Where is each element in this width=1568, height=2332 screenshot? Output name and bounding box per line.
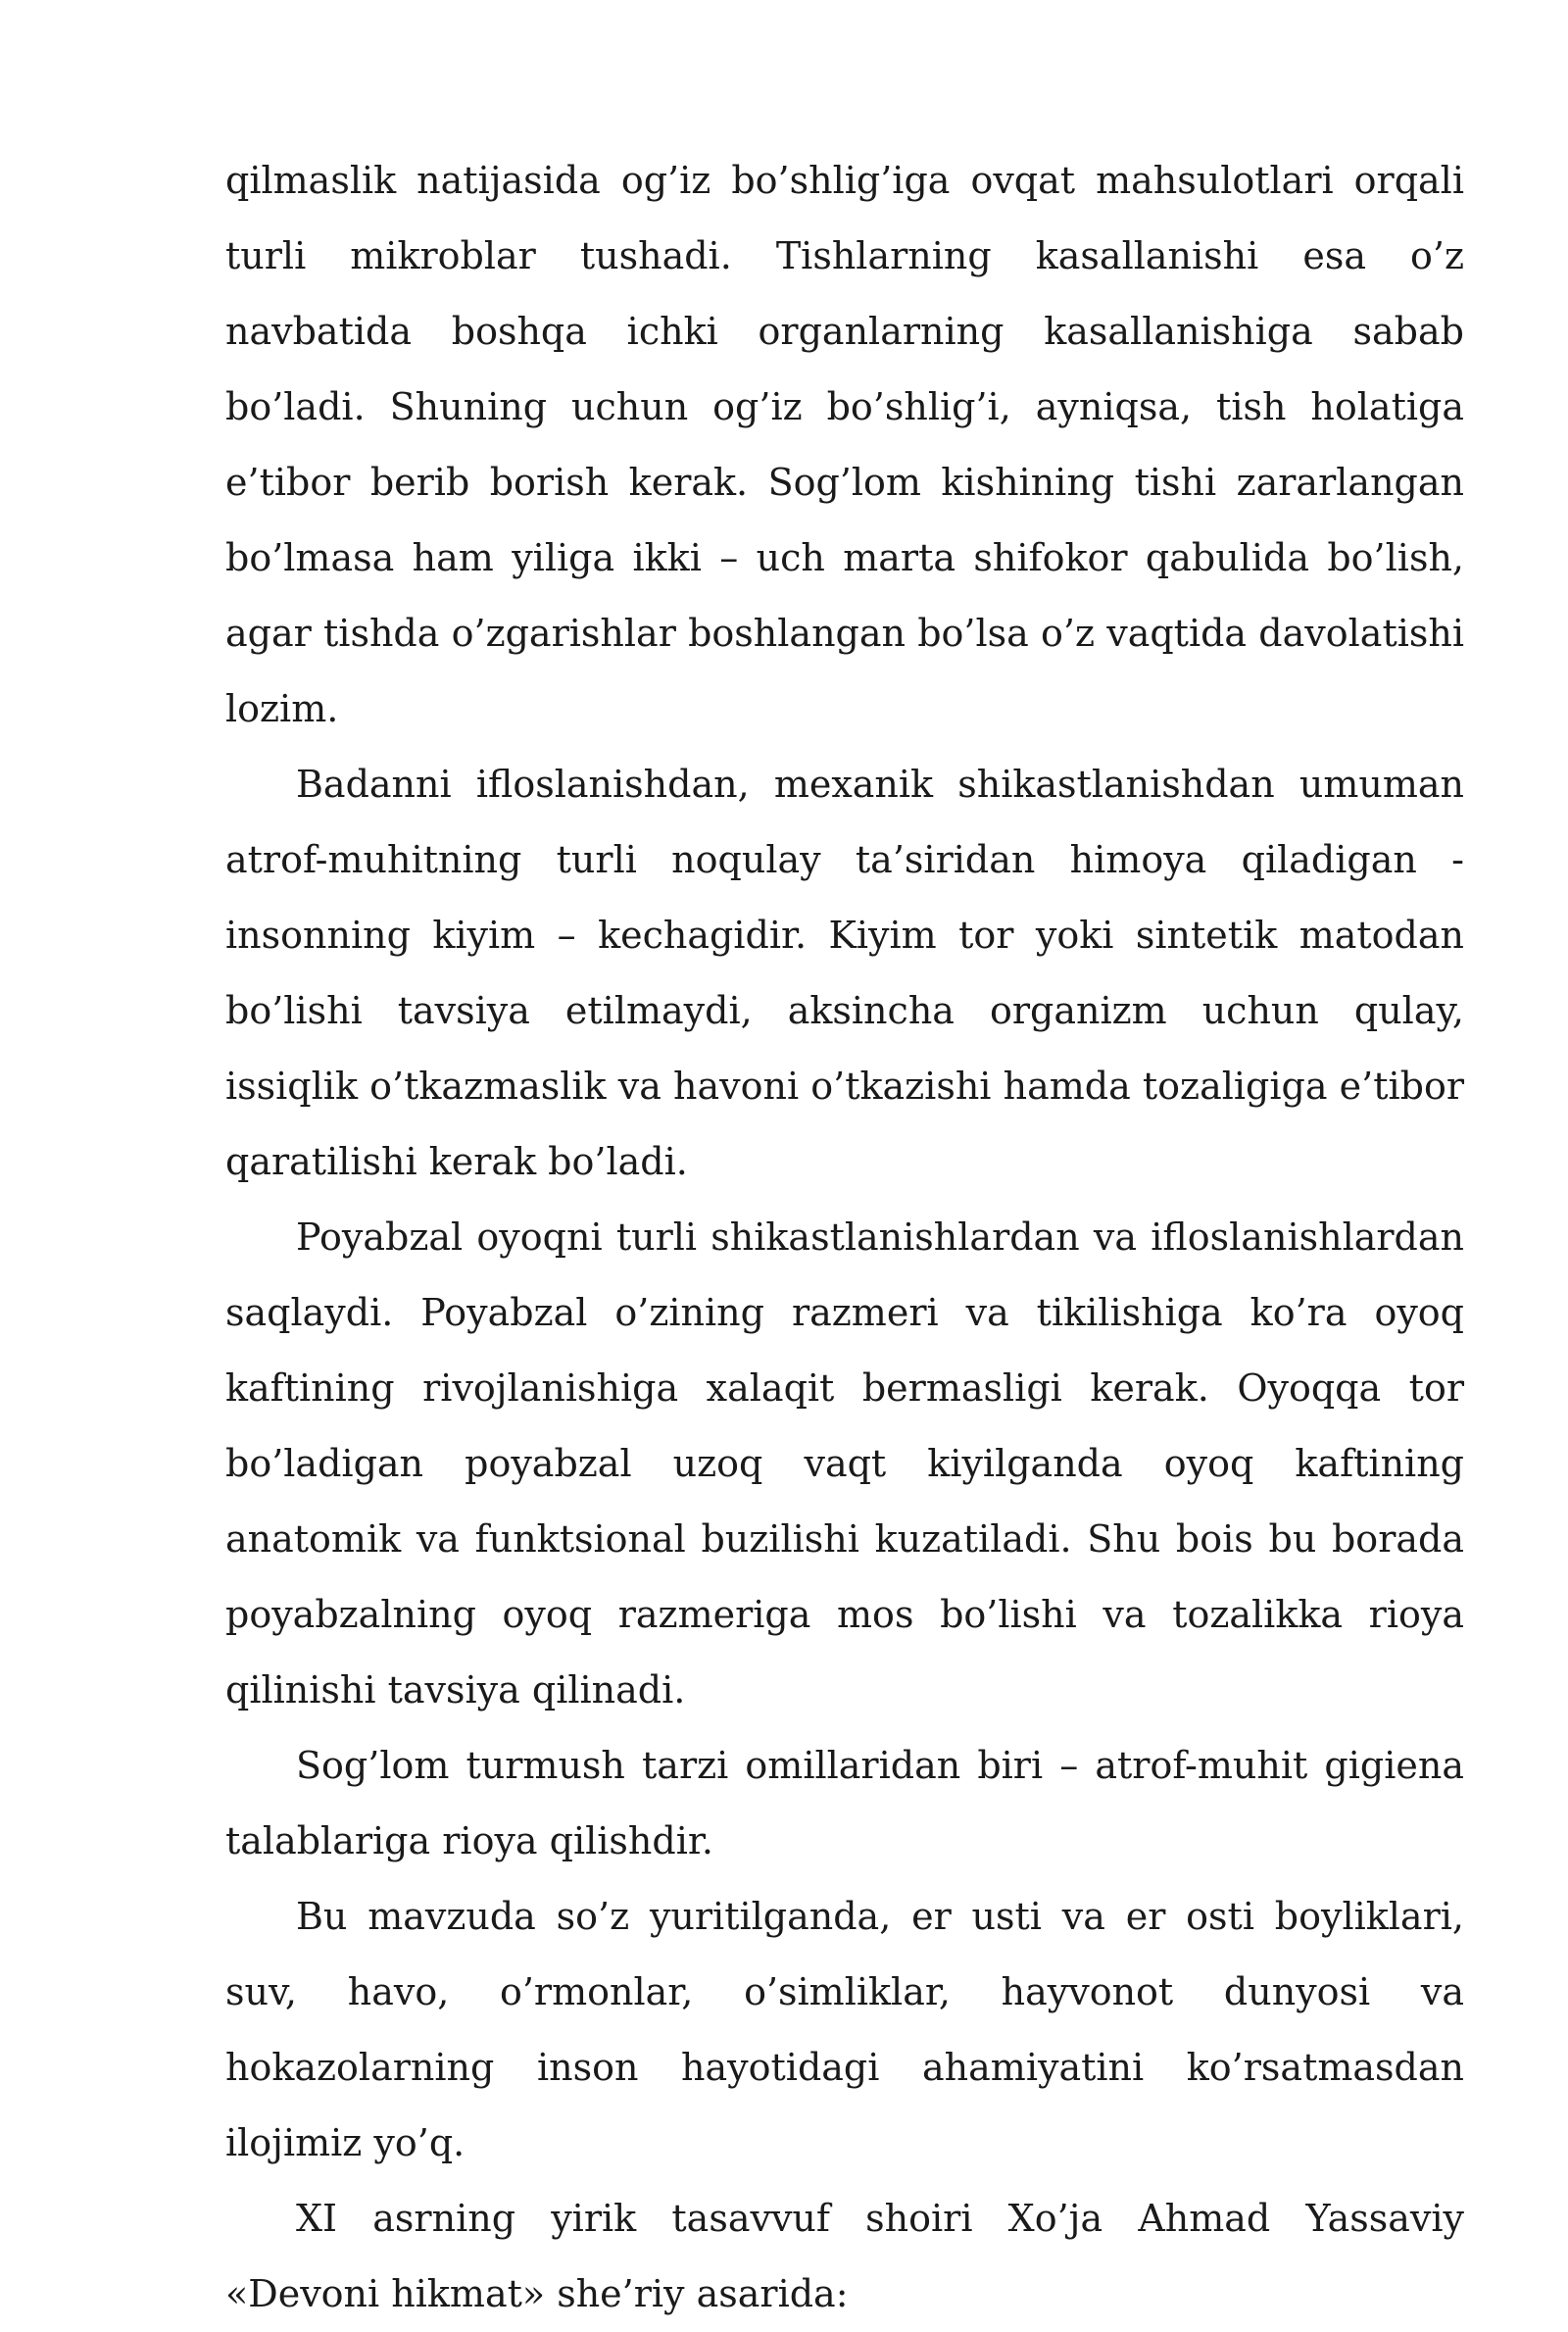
paragraph-yassaviy: XI asrning yirik tasavvuf shoiri Xo’ja Ahmad Yassaviy «Devoni hikmat» she’riy asarida: [225, 2197, 1464, 2315]
paragraph-footwear: Poyabzal oyoqni turli shikastlanishlardan va ifloslanishlardan saqlaydi. Poyabzal o’zining razmeri va tikilishiga ko’ra oyoq kaftining rivojlanishiga xalaqit bermasligi kerak. Oyoqqa tor bo’ladigan poyabzal uzoq vaqt kiyilganda oyoq kaftining anatomik va funktsional buzilishi kuzatiladi. Shu bois bu borada poyabzalning oyoq razmeriga mos bo’lishi va tozalikka rioya qilinishi tavsiya qilinadi. [225, 1216, 1464, 1712]
paragraph-clothing: Badanni ifloslanishdan, mexanik shikastlanishdan umuman atrof-muhitning turli noqulay ta’siridan himoya qiladigan - insonning kiyim – kechagidir. Kiyim tor yoki sintetik matodan bo’lishi tavsiya etilmaydi, aksincha organizm uchun qulay, issiqlik o’tkazmaslik va havoni o’tkazishi hamda tozaligiga e’tibor qaratilishi kerak bo’ladi. [225, 763, 1464, 1183]
paragraph-natural-resources: Bu mavzuda so’z yuritilganda, er usti va er osti boyliklari, suv, havo, o’rmonlar, o’simliklar, hayvonot dunyosi va hokazolarning inson hayotidagi ahamiyatini ko’rsatmasdan ilojimiz yo’q. [225, 1895, 1464, 2164]
paragraph-environment: Sog’lom turmush tarzi omillaridan biri – atrof-muhit gigiena talablariga rioya qilishdir. [225, 1744, 1464, 1862]
document-page [225, 143, 1464, 2332]
paragraph-oral-hygiene: qilmaslik natijasida og’iz bo’shlig’iga ovqat mahsulotlari orqali turli mikroblar tushadi. Tishlarning kasallanishi esa o’z navbatida boshqa ichki organlarning kasallanishiga sabab bo’ladi. Shuning uchun og’iz bo’shlig’i, ayniqsa, tish holatiga e’tibor berib borish kerak. Sog’lom kishining tishi zararlangan bo’lmasa ham yiliga ikki – uch marta shifokor qabulida bo’lish, agar tishda o’zgarishlar boshlangan bo’lsa o’z vaqtida davolatishi lozim. [225, 159, 1464, 730]
